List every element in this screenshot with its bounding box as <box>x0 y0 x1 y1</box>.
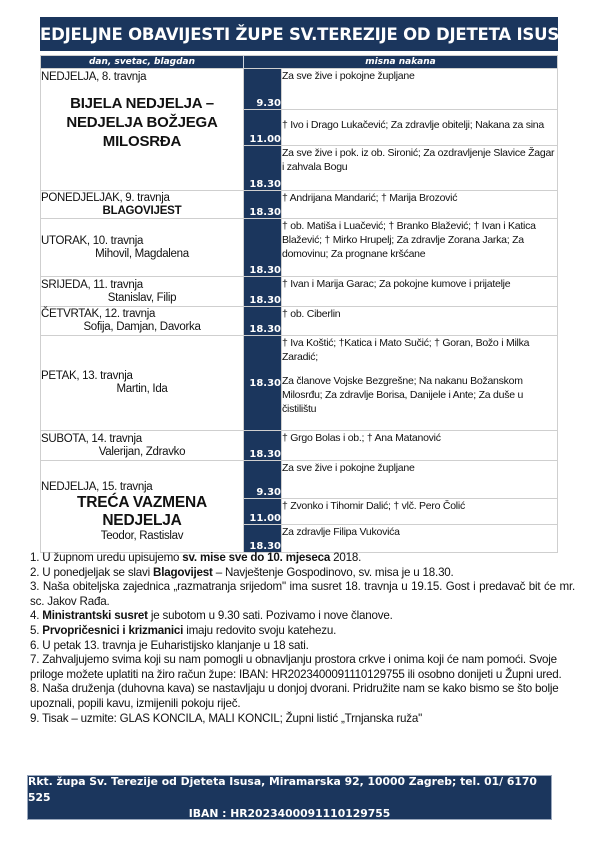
mass-time: 18.30 <box>244 525 282 553</box>
mass-intention <box>282 336 558 431</box>
mass-intention: Za sve žive i pokojne župljane <box>282 69 558 110</box>
day-cell <box>41 191 244 219</box>
mass-time: 18.30 <box>244 219 282 277</box>
mass-time: 11.00 <box>244 110 282 146</box>
day-label: PETAK, 13. travnja <box>41 370 133 382</box>
mass-intention: Za sve žive i pok. iz ob. Sironić; Za ozdravljenje Slavice Žagar i zahvala Bogu <box>282 146 558 191</box>
page-title-banner <box>26 17 572 51</box>
day-cell <box>41 431 244 461</box>
saints-label: Valerijan, Zdravko <box>98 445 186 458</box>
announcement-item: 1. U župnom uredu upisujemo sv. mise sve do 10. mjeseca 2018. <box>30 551 362 564</box>
mass-schedule-table <box>40 55 558 553</box>
mass-intention: † Grgo Bolas i ob.; † Ana Matanović <box>282 431 558 461</box>
parish-address: Rkt. župa Sv. Terezije od Djeteta Isusa, Miramarska 92, 10000 Zagreb; tel. 01/ 6170 525 <box>28 774 537 804</box>
announcement-item: 3. Naša obiteljska zajednica „razmatranja srijedom" ima susret 18. travnja u 19.15. Gost i predavač bit će mr. sc. Jakov Rađa. <box>30 580 575 608</box>
announcements-list <box>30 551 575 726</box>
mass-intention: Za zdravlje Filipa Vukovića <box>282 525 558 553</box>
parish-iban: IBAN : HR2023400091110129755 <box>188 806 391 820</box>
feast-label: NEDJELJA BOŽJEGA <box>66 114 218 131</box>
feast-label: TREĆA VAZMENA NEDJELJA <box>76 493 207 529</box>
announcement-item: 7. Zahvaljujemo svima koji su nam pomogli u obnavljanju prostora crkve i onima koji će nam pomoći. Svoje priloge možete uplatiti na žiro račun župe: IBAN: HR2023400091110129755 ili osobno donijeti u Župni ured. <box>30 653 562 681</box>
saints-label: Teodor, Rastislav <box>100 529 184 542</box>
mass-time: 9.30 <box>244 69 282 110</box>
parish-contact-footer <box>27 775 552 820</box>
announcement-item: 9. Tisak – uzmite: GLAS KONCILA, MALI KONCIL; Župni listić „Trnjanska ruža" <box>30 711 423 725</box>
table-row <box>41 219 558 277</box>
intention-other: Za članove Vojske Bezgrešne; Na nakanu Božanskom Milosrđu; Za zdravlje Borisa, Danijele i Ante; Za duše u čistilištu <box>282 375 524 415</box>
mass-time: 18.30 <box>244 307 282 336</box>
column-header-day: dan, svetac, blagdan <box>41 56 244 69</box>
saints-label: Sofija, Damjan, Davorka <box>83 321 201 333</box>
saints-label: Stanislav, Filip <box>107 291 177 304</box>
table-row <box>41 431 558 461</box>
announcement-item: 4. Ministrantski susret je subotom u 9.30 sati. Pozivamo i nove članove. <box>30 609 393 623</box>
announcement-item: 5. Prvopričesnici i krizmanici imaju redovito svoju katehezu. <box>30 623 337 637</box>
feast-label: MILOSRĐA <box>102 133 182 150</box>
saints-label: Martin, Ida <box>116 383 168 395</box>
table-row <box>41 191 558 219</box>
day-label: SRIJEDA, 11. travnja <box>41 278 143 291</box>
day-label: ČETVRTAK, 12. travnja <box>41 308 156 320</box>
column-header-intention: misna nakana <box>244 56 558 69</box>
table-header-row <box>41 56 558 69</box>
feast-label: BIJELA NEDJELJA – <box>70 95 214 112</box>
page-title: NEDJELJNE OBAVIJESTI ŽUPE SV.TEREZIJE OD DJETETA ISUSA <box>26 24 572 44</box>
announcement-item: 6. U petak 13. travnja je Euharistijsko klanjanje u 18 sati. <box>30 638 309 652</box>
day-cell <box>41 277 244 307</box>
table-row <box>41 461 558 499</box>
table-row <box>41 307 558 336</box>
day-cell <box>41 219 244 277</box>
mass-time: 11.00 <box>244 499 282 525</box>
mass-intention: † Ivan i Marija Garac; Za pokojne kumove i prijatelje <box>282 277 558 307</box>
day-cell <box>41 336 244 431</box>
day-label: PONEDJELJAK, 9. travnja <box>41 191 170 204</box>
day-label: UTORAK, 10. travnja <box>41 234 144 247</box>
feast-label: BLAGOVIJEST <box>102 204 182 217</box>
announcement-item: 2. U ponedjeljak se slavi Blagovijest – Navještenje Gospodinovo, sv. misa je u 18.30. <box>30 565 454 579</box>
mass-intention: † Andrijana Mandarić; † Marija Brozović <box>282 191 558 219</box>
mass-time: 18.30 <box>244 191 282 219</box>
day-label: SUBOTA, 14. travnja <box>41 432 142 445</box>
mass-time: 18.30 <box>244 146 282 191</box>
announcement-item: 8. Naša druženja (duhovna kava) se nastavljaju u donjoj dvorani. Pridružite nam se kako bismo se što bolje upoznali, popili kavu, izmijenili pokoju riječ. <box>30 682 559 710</box>
mass-intention: Za sve žive i pokojne župljane <box>282 461 558 499</box>
table-row <box>41 69 558 110</box>
mass-intention: † Ivo i Drago Lukačević; Za zdravlje obitelji; Nakana za sina <box>282 110 558 146</box>
saints-label: Mihovil, Magdalena <box>95 247 189 260</box>
day-cell <box>41 461 244 553</box>
day-cell <box>41 69 244 191</box>
day-cell <box>41 307 244 336</box>
table-row <box>41 277 558 307</box>
table-row <box>41 336 558 431</box>
mass-time: 18.30 <box>244 336 282 431</box>
mass-intention: † ob. Matiša i Luačević; † Branko Blažević; † Ivan i Katica Blažević; † Mirko Hrupelj; Za zdravlje Zorana Jarka; Za domovinu; Za prognane kršćane <box>282 219 558 277</box>
mass-intention: † Zvonko i Tihomir Dalić; † vlč. Pero Čolić <box>282 499 558 525</box>
mass-time: 18.30 <box>244 277 282 307</box>
day-label: NEDJELJA, 8. travnja <box>41 71 147 83</box>
mass-time: 18.30 <box>244 431 282 461</box>
day-label: NEDJELJA, 15. travnja <box>41 480 153 493</box>
mass-time: 9.30 <box>244 461 282 499</box>
mass-intention: † ob. Ciberlin <box>282 307 558 336</box>
intention-deceased: † Iva Koštić; †Katica i Mato Sučić; † Goran, Božo i Milka Zaradić; <box>282 337 530 363</box>
